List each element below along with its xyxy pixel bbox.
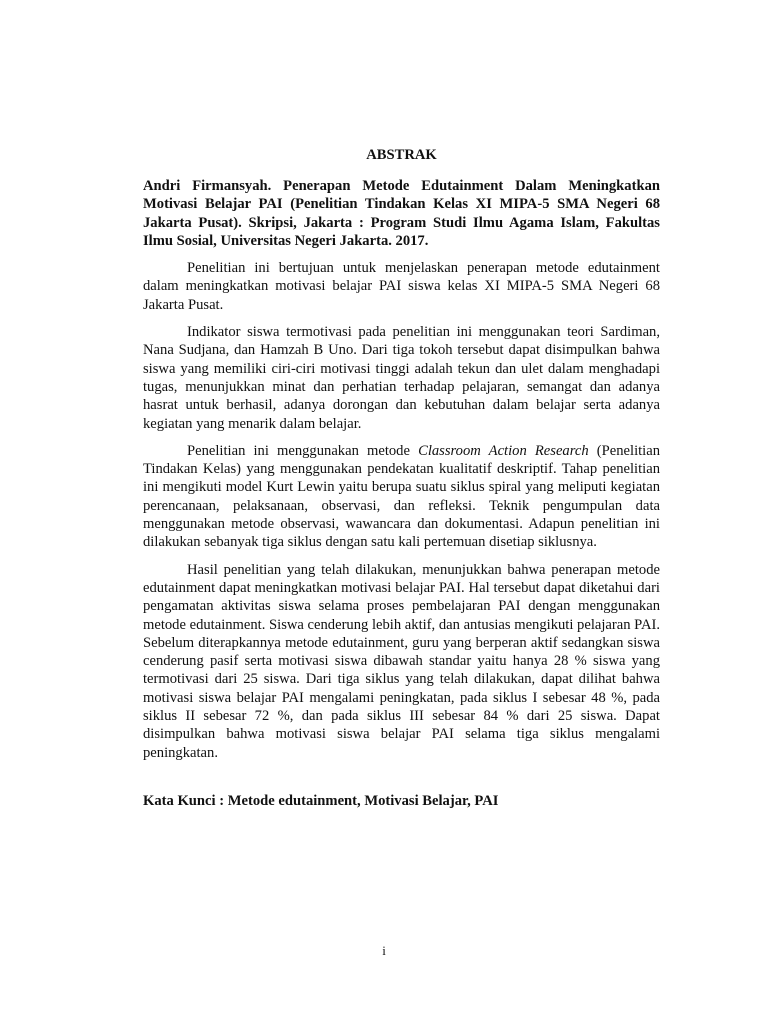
abstract-paragraph-purpose: Penelitian ini bertujuan untuk menjelaskan penerapan metode edutainment dalam meningkatkan motivasi belajar PAI siswa kelas XI MIPA-5 SMA Negeri 68 Jakarta Pusat. xyxy=(143,260,660,313)
abstract-paragraph-indicators: Indikator siswa termotivasi pada penelitian ini menggunakan teori Sardiman, Nana Sudjana, dan Hamzah B Uno. Dari tiga tokoh tersebut dapat disimpulkan bahwa siswa yang memiliki ciri-ciri motivasi tinggi adalah tekun dan ulet dalam menghadapi tugas, menunjukkan minat dan perhatian terhadap pelajaran, semangat dan adanya hasrat untuk berhasil, adanya dorongan dan kebutuhan dalam belajar serta adanya kegiatan yang menarik dalam belajar. xyxy=(143,324,660,432)
abstract-paragraph-method xyxy=(143,442,660,552)
page-number: i xyxy=(382,943,386,958)
keywords-line: Kata Kunci : Metode edutainment, Motivasi Belajar, PAI xyxy=(143,792,499,809)
abstract-paragraph-results: Hasil penelitian yang telah dilakukan, menunjukkan bahwa penerapan metode edutainment dapat meningkatkan motivasi belajar PAI. Hal tersebut dapat diketahui dari pengamatan aktivitas siswa selama proses pembelajaran PAI dengan menggunakan metode edutainment. Siswa cenderung lebih aktif, dan antusias mengikuti pelajaran PAI. Sebelum diterapkannya metode edutainment, guru yang berperan aktif sedangkan siswa cenderung pasif serta motivasi siswa dibawah standar yaitu hanya 28 % siswa yang termotivasi dari 25 siswa. Dari tiga siklus yang telah dilakukan, dapat dilihat bahwa motivasi siswa belajar PAI mengalami peningkatan, pada siklus I sebesar 48 %, pada siklus II sebesar 72 %, dan pada siklus III sebesar 84 % dari 25 siswa. Dapat disimpulkan bahwa motivasi siswa belajar PAI selama tiga siklus mengalami peningkatan. xyxy=(143,561,661,761)
method-name-italic: Classroom Action Research xyxy=(418,442,589,459)
thesis-citation: Andri Firmansyah. Penerapan Metode Edutainment Dalam Meningkatkan Motivasi Belajar PAI (Penelitian Tindakan Kelas XI MIPA-5 SMA Negeri 68 Jakarta Pusat). Skripsi, Jakarta : Program Studi Ilmu Agama Islam, Fakultas Ilmu Sosial, Universitas Negeri Jakarta. 2017. xyxy=(143,178,660,249)
method-text-start: Penelitian ini menggunakan metode xyxy=(187,442,419,459)
abstract-page xyxy=(143,146,660,810)
method-text-end: (Penelitian Tindakan Kelas) yang menggunakan pendekatan kualitatif deskriptif. Tahap penelitian ini mengikuti model Kurt Lewin yaitu berupa suatu siklus spiral yang meliputi kegiatan perencanaan, pelaksanaan, observasi, dan refleksi. Teknik pengumpulan data menggunakan metode observasi, wawancara dan dokumentasi. Adapun penelitian ini dilakukan sebanyak tiga siklus dengan satu kali pertemuan disetiap siklusnya. xyxy=(143,442,661,551)
abstract-title: ABSTRAK xyxy=(366,147,437,163)
